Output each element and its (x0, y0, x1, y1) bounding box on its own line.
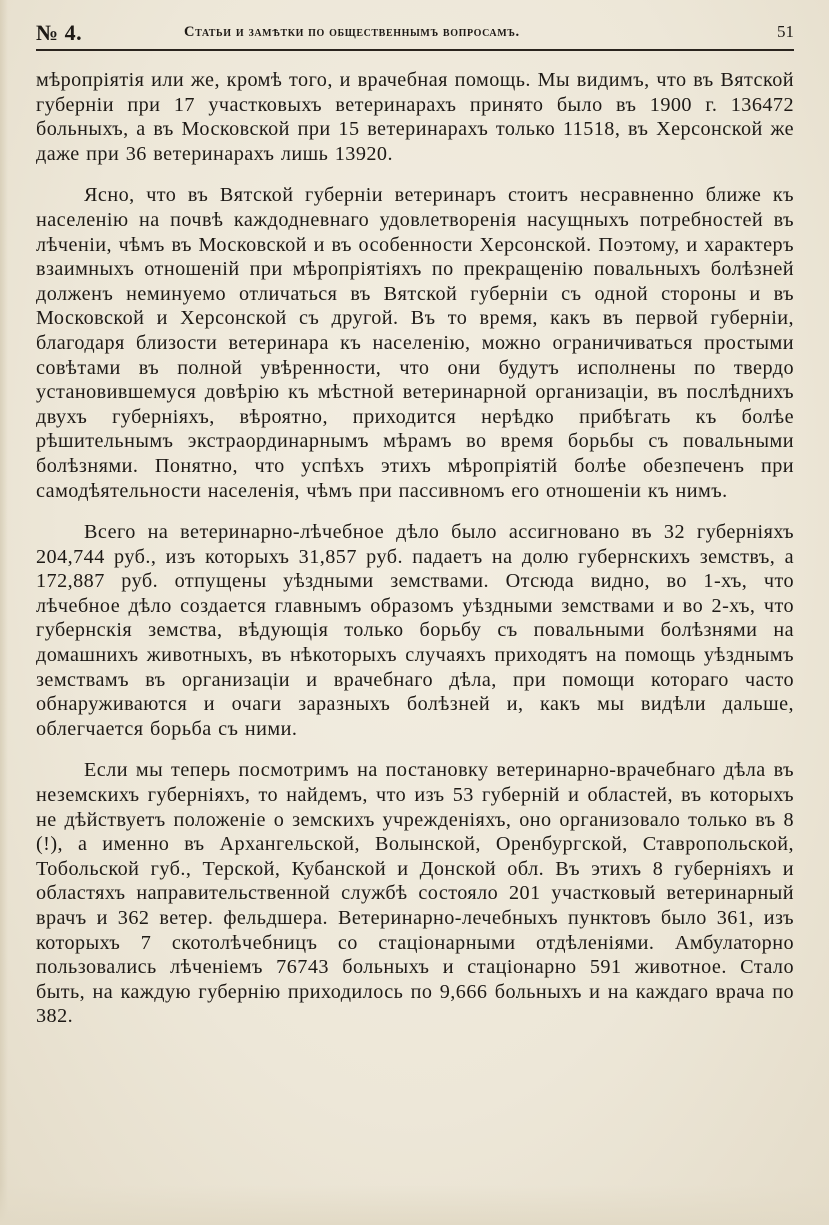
article-body (36, 68, 794, 1029)
page-shadow-bottom (0, 1185, 829, 1225)
running-header (36, 18, 794, 48)
paragraph-3: Всего на ветеринарно-лѣчебное дѣло было ассигновано въ 32 губерніяхъ 204,744 руб., изъ которыхъ 31,857 руб. падаетъ на долю губернскихъ земствъ, а 172,887 руб. отпущены уѣздными земствами. Отсюда видно, во 1-хъ, что лѣчебное дѣло создается главнымъ образомъ уѣздными земствами и во 2-хъ, что губернскія земства, вѣдующія только борьбу съ повальными болѣзнями на домашнихъ животныхъ, въ нѣкоторыхъ случаяхъ приходятъ на помощь уѣзднымъ земствамъ въ организаціи и врачебнаго дѣла, при помощи котораго часто обнаруживаются и очаги заразныхъ болѣзней и, какъ мы видѣли дальше, облегчается борьба съ ними. (36, 521, 794, 740)
paragraph-1: мѣропріятія или же, кромѣ того, и врачебная помощь. Мы видимъ, что въ Вятской губерніи при 17 участковыхъ ветеринарахъ принято было въ 1900 г. 136472 больныхъ, а въ Московской при 15 ветеринарахъ только 11518, въ Херсонской же даже при 36 ветеринарахъ лишь 13920. (36, 69, 794, 165)
running-title: Статьи и замѣтки по общественнымъ вопросамъ. (184, 24, 520, 40)
header-rule (36, 49, 794, 51)
paragraph-4: Если мы теперь посмотримъ на постановку ветеринарно-врачебнаго дѣла въ неземскихъ губерніяхъ, то найдемъ, что изъ 53 губерній и областей, въ которыхъ не дѣйствуетъ положеніе о земскихъ учрежденіяхъ, оно организовало только въ 8 (!), а именно въ Архангельской, Волынской, Оренбургской, Ставропольской, Тобольской губ., Терской, Кубанской и Донской обл. Въ этихъ 8 губерніяхъ и областяхъ направительственной службѣ состояло 201 участковый ветеринарный врачъ и 362 ветер. фельдшера. Ветеринарно-лечебныхъ пунктовъ было 361, изъ которыхъ 7 скотолѣчебницъ со стаціонарными отдѣленіями. Амбулаторно пользовались лѣченіемъ 76743 больныхъ и стаціонарно 591 животное. Стало быть, на каждую губернію приходилось по 9,666 больныхъ и на каждаго врача по 382. (36, 759, 794, 1028)
paragraph-2: Ясно, что въ Вятской губерніи ветеринаръ стоитъ несравненно ближе къ населенію на почвѣ каждодневнаго удовлетворенія насущныхъ потребностей въ лѣченіи, чѣмъ въ Московской и въ особенности Херсонской. Поэтому, и характеръ взаимныхъ отношеній при мѣропріятіяхъ по прекращенію повальныхъ болѣзней долженъ неминуемо отличаться въ Вятской губерніи съ одной стороны и въ Московской и Херсонской съ другой. Въ то время, какъ въ первой губерніи, благодаря близости ветеринара къ населенію, можно ограничиваться простыми совѣтами въ полной увѣренности, что они будутъ исполнены по твердо установившемуся довѣрію къ мѣстной ветеринарной организаціи, въ послѣднихъ двухъ губерніяхъ, вѣроятно, приходится нерѣдко прибѣгать къ болѣе рѣшительнымъ экстраординарнымъ мѣрамъ во время борьбы съ повальными болѣзнями. Понятно, что успѣхъ этихъ мѣропріятій болѣе обезпеченъ при самодѣятельности населенія, чѣмъ при пассивномъ его отношеніи къ нимъ. (36, 184, 794, 502)
issue-number: № 4. (36, 20, 83, 45)
page-shadow-left (0, 0, 8, 1225)
page-number: 51 (777, 22, 794, 41)
